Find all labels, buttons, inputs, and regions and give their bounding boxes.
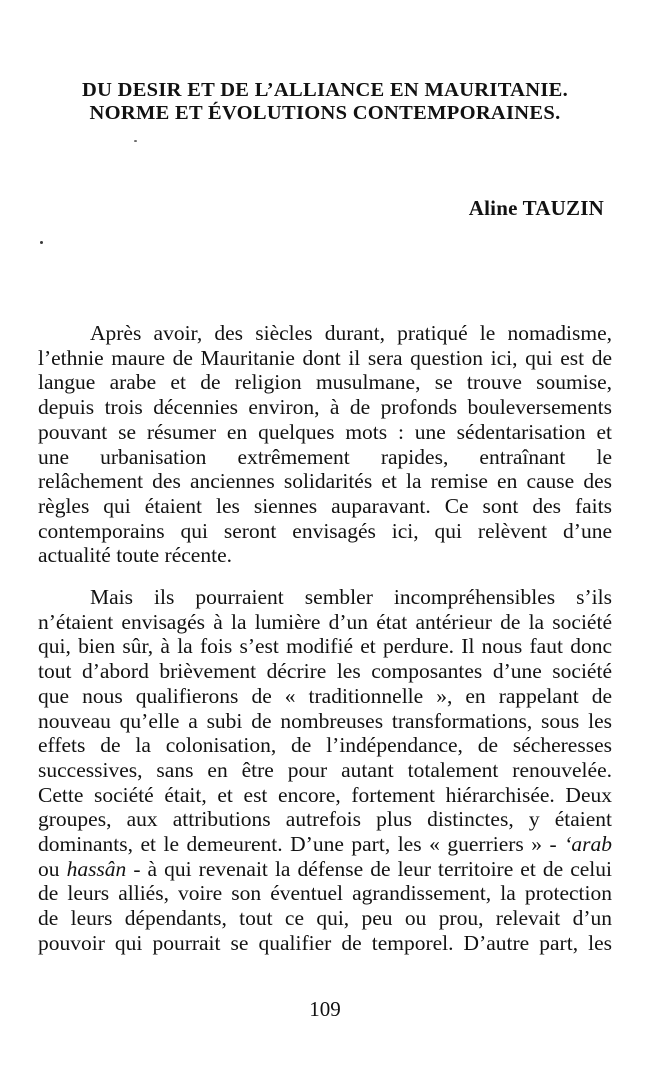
article-title-line-2: NORME ET ÉVOLUTIONS CONTEMPORAINES. xyxy=(89,102,561,124)
body-text xyxy=(38,321,612,956)
text-line: n’étaient envisagés à la lumière d’un état antérieur de la société xyxy=(38,609,612,634)
text-line: Après avoir, des siècles durant, pratiqué le nomadisme, xyxy=(90,321,612,345)
text-line: pouvant se résumer en quelques mots : une sédentarisation et xyxy=(38,419,612,444)
text-line: qui, bien sûr, à la fois s’est modifié et perdure. Il nous faut donc xyxy=(38,634,612,659)
text-line: dominants, et le demeurent. D’une part, les « guerriers » - ‘arab xyxy=(38,832,612,857)
text-line: tout d’abord brièvement décrire les composantes d’une société xyxy=(38,659,612,684)
text-line: Mais ils pourraient sembler incompréhensibles s’ils xyxy=(90,585,612,610)
scan-speck xyxy=(40,241,43,244)
italic-term: hassân xyxy=(66,856,127,881)
text-line: Cette société était, et est encore, fortement hiérarchisée. Deux xyxy=(38,782,612,807)
article-title-line-1: DU DESIR ET DE L’ALLIANCE EN MAURITANIE. xyxy=(81,79,569,101)
text-line: que nous qualifierons de « traditionnelle », en rappelant de xyxy=(38,683,612,708)
paragraph xyxy=(38,321,612,568)
text-line: règles qui étaient les siennes auparavant. Ce sont des faits xyxy=(38,493,612,518)
text-line: pouvoir qui pourrait se qualifier de temporel. D’autre part, les xyxy=(38,930,612,955)
text-line: de leurs dépendants, tout ce qui, peu ou prou, relevait d’un xyxy=(38,906,612,931)
text-line: depuis trois décennies environ, à de profonds bouleversements xyxy=(38,395,612,420)
text-line: langue arabe et de religion musulmane, se trouve soumise, xyxy=(38,370,612,395)
text-line: une urbanisation extrêmement rapides, entraînant le xyxy=(38,444,612,469)
text-line: l’ethnie maure de Mauritanie dont il sera question ici, qui est de xyxy=(38,345,612,370)
text-line: successives, sans en être pour autant totalement renouvelée. xyxy=(38,757,612,782)
text-line: relâchement des anciennes solidarités et la remise en cause des xyxy=(38,469,612,494)
paragraph xyxy=(38,585,612,956)
article-title xyxy=(0,79,650,125)
text-line: de leurs alliés, voire son éventuel agrandissement, la protection xyxy=(38,881,612,906)
text-line: contemporains qui seront envisagés ici, qui relèvent d’une xyxy=(38,518,612,543)
page-number: 109 xyxy=(309,997,341,1021)
author-name: Aline TAUZIN xyxy=(468,196,604,220)
text-line: nouveau qu’elle a subi de nombreuses transformations, sous les xyxy=(38,708,612,733)
text-line: actualité toute récente. xyxy=(38,543,232,568)
scan-speck xyxy=(134,140,137,142)
text-line: effets de la colonisation, de l’indépendance, de sécheresses xyxy=(38,733,612,758)
italic-term: ‘arab xyxy=(564,832,612,857)
text-line: ou hassân - à qui revenait la défense de leur territoire et de celui xyxy=(38,856,613,881)
text-line: groupes, aux attributions autrefois plus distinctes, y étaient xyxy=(38,807,612,832)
